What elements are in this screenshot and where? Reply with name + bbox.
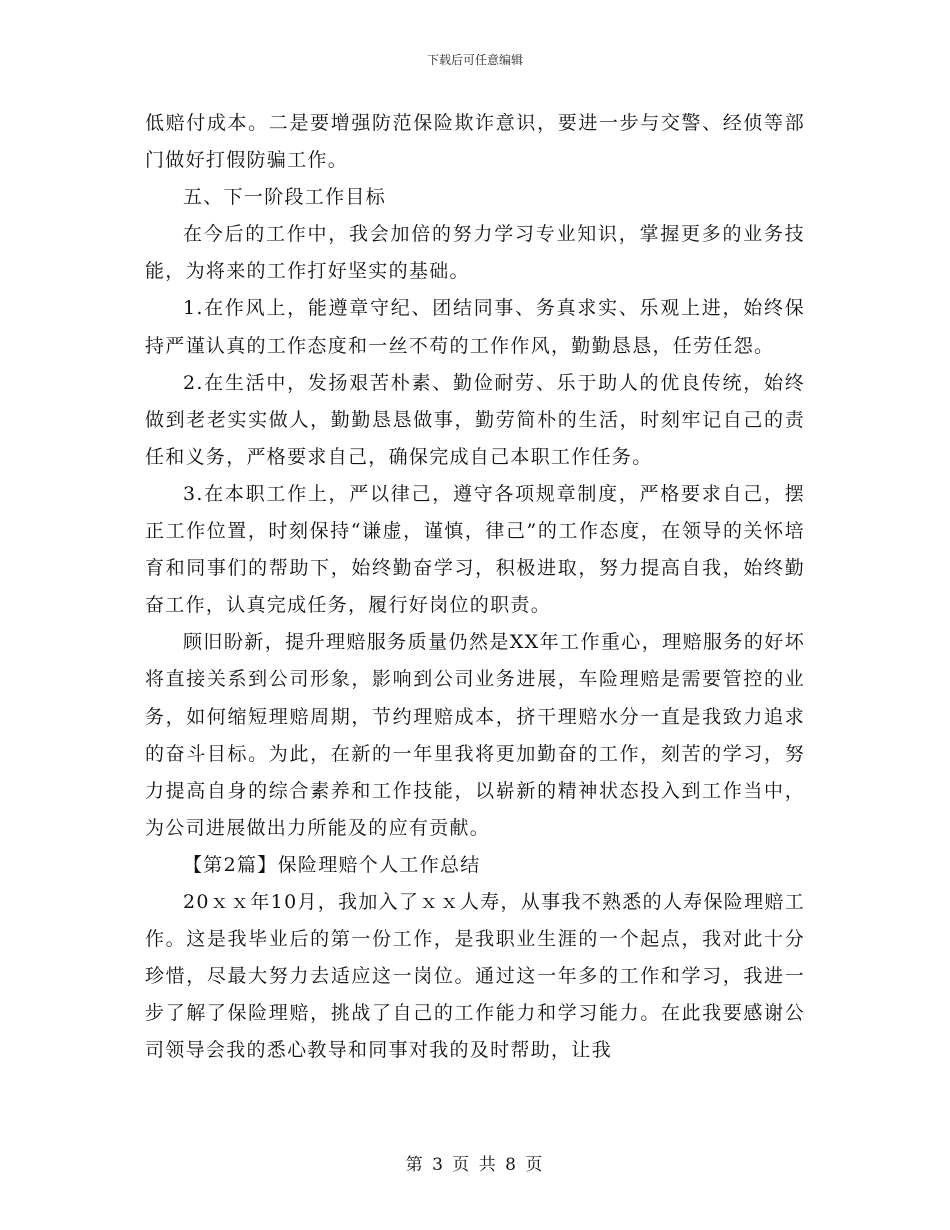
page-header: 下载后可任意编辑 xyxy=(426,53,523,67)
document-body xyxy=(145,105,805,1069)
list-item: 3.在本职工作上，严以律己，遵守各项规章制度，严格要求自己，摆正工作位置，时刻保持“谦虚，谨慎，律己”的工作态度，在领导的关怀培育和同事们的帮助下，始终勤奋学习，积极进取，努力提高自我，始终勤奋工作，认真完成任务，履行好岗位的职责。 xyxy=(145,482,805,617)
list-item: 2.在生活中，发扬艰苦朴素、勤俭耐劳、乐于助人的优良传统，始终做到老老实实做人，勤勤恳恳做事，勤劳简朴的生活，时刻牢记自己的责任和义务，严格要求自己，确保完成自己本职工作任务。 xyxy=(145,371,805,468)
paragraph: 在今后的工作中，我会加倍的努力学习专业知识，掌握更多的业务技能，为将来的工作打好坚实的基础。 xyxy=(145,223,805,283)
paragraph: 顾旧盼新，提升理赔服务质量仍然是XX年工作重心，理赔服务的好坏将直接关系到公司形象，影响到公司业务进展，车险理赔是需要管控的业务，如何缩短理赔周期，节约理赔成本，挤干理赔水分一直是我致力追求的奋斗目标。为此，在新的一年里我将更加勤奋的工作，刻苦的学习，努力提高自身的综合素养和工作技能，以崭新的精神状态投入到工作当中，为公司进展做出力所能及的应有贡献。 xyxy=(145,631,805,839)
section-heading: 【第2篇】保险理赔个人工作总结 xyxy=(183,853,481,876)
list-item: 1.在作风上，能遵章守纪、团结同事、务真求实、乐观上进，始终保持严谨认真的工作态度和一丝不苟的工作作风，勤勤恳恳，任劳任怨。 xyxy=(145,297,805,357)
paragraph: 低赔付成本。二是要增强防范保险欺诈意识，要进一步与交警、经侦等部门做好打假防骗工作。 xyxy=(145,112,805,172)
section-heading: 五、下一阶段工作目标 xyxy=(183,186,387,209)
paragraph: 20ｘｘ年10月，我加入了ｘｘ人寿，从事我不熟悉的人寿保险理赔工作。这是我毕业后的第一份工作，是我职业生涯的一个起点，我对此十分珍惜，尽最大努力去适应这一岗位。通过这一年多的工作和学习，我进一步了解了保险理赔，挑战了自己的工作能力和学习能力。在此我要感谢公司领导会我的悉心教导和同事对我的及时帮助，让我 xyxy=(145,890,805,1062)
page-number: 第 3 页 共 8 页 xyxy=(405,1155,545,1175)
